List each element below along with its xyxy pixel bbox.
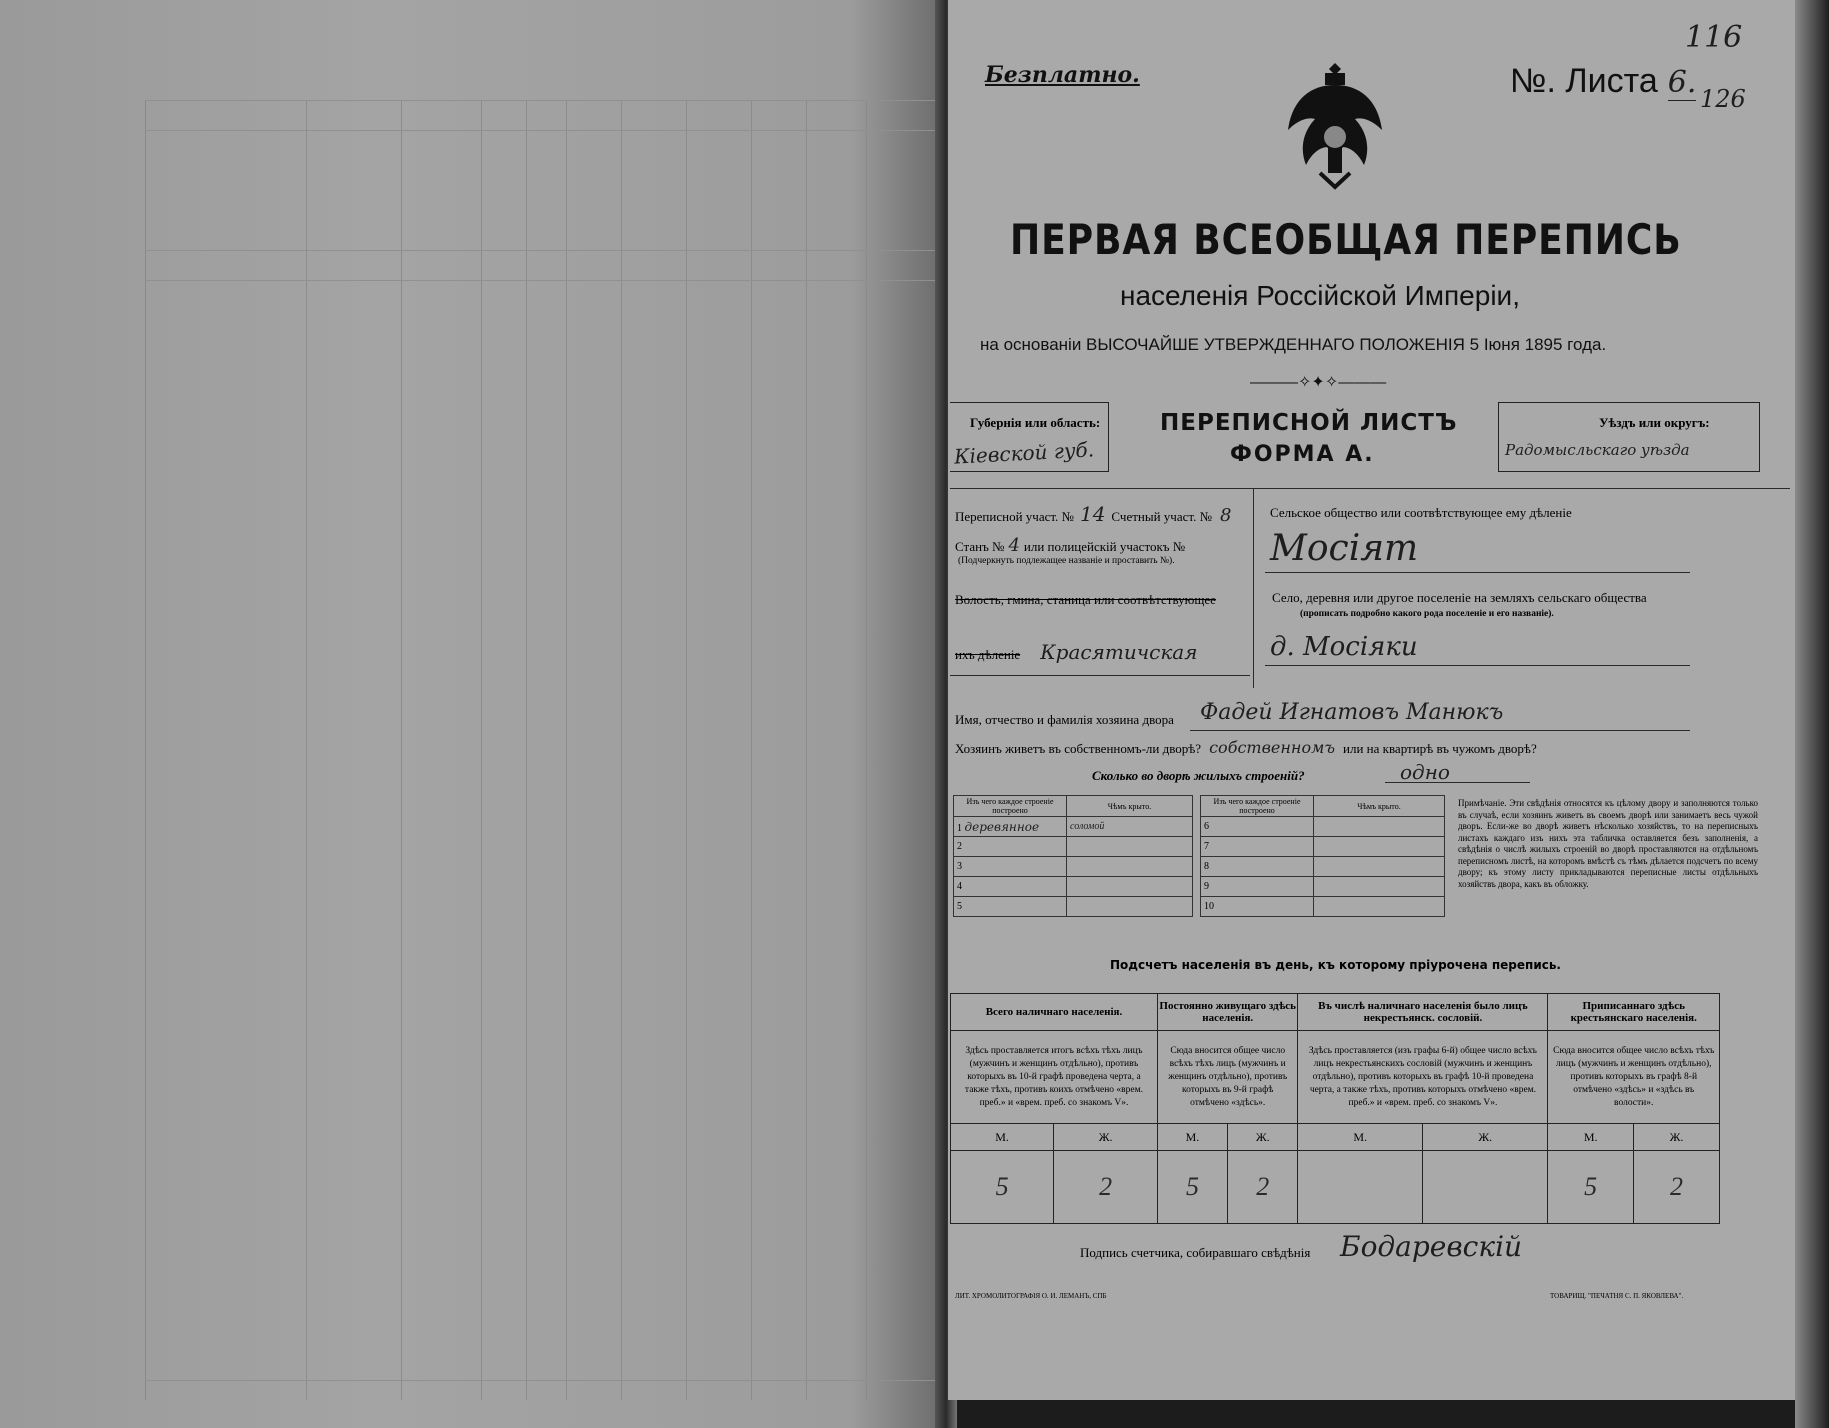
village-label: Село, деревня или другое поселеніе на земляхъ сельскаго общества (1272, 590, 1647, 605)
table-row: 4 (954, 877, 1193, 897)
table-row: 2 (954, 837, 1193, 857)
left-page-ghost-grid (145, 100, 936, 1400)
form-title: ПЕРЕПИСНОЙ ЛИСТЪ (1160, 410, 1458, 436)
guberniya-box (950, 402, 1109, 472)
owner-value: Фадей Игнатовъ Манюкъ (1200, 700, 1504, 725)
table-row: 5 2 5 2 5 2 (951, 1151, 1720, 1224)
signature-label: Подпись счетчика, собиравшаго свѣдѣнія (1080, 1245, 1311, 1260)
table-row: 9 (1201, 877, 1445, 897)
table-row: 3 (954, 857, 1193, 877)
printer-left: ЛИТ. ХРОМОЛИТОГРАФІЯ О. И. ЛЕМАНЪ, СПБ (955, 1292, 1107, 1300)
guberniya-label: Губернія или область: (970, 415, 1101, 430)
population-heading: Подсчетъ населенія въ день, къ которому пріурочена перепись. (1110, 958, 1561, 972)
census-subtitle: населенія Россійской Имперіи, (1120, 280, 1520, 311)
archive-page-stamp-side: 126 (1700, 85, 1746, 113)
census-decree-line: на основаніи ВЫСОЧАЙШЕ УТВЕРЖДЕННАГО ПОЛОЖЕНІЯ 5 Іюня 1895 года. (980, 335, 1607, 354)
uchastok-row: Переписной участ. № 14 Счетный участ. № 8 (955, 502, 1232, 526)
archive-page-stamp: 116 (1685, 20, 1743, 55)
structures-note: Примѣчаніе. Эти свѣдѣнія относятся къ цѣлому двору и заполняются только въ случаѣ, если хозяинъ живетъ въ своемъ дворѣ или занимаетъ весь чужой дворъ. Если-же во дворѣ живетъ нѣсколько хозяйствъ, то на переписныхъ листахъ каждаго изъ нихъ эта табличка оставляется безъ заполненія, а свѣдѣнія о числѣ жилыхъ строеній во дворѣ проставляются на отдѣльномъ переписномъ листѣ, на которомъ вмѣстѣ съ тѣмъ дѣлается подсчетъ по всему двору; къ этому листу прикладываются переписные листы отдѣльныхъ хозяйствъ двора, какъ въ обложку. (1458, 798, 1758, 889)
table-row: 6 (1201, 817, 1445, 837)
village-value: д. Мосіяки (1270, 632, 1418, 662)
printer-right: ТОВАРИЩ. "ПЕЧАТНЯ С. П. ЯКОВЛЕВА". (1550, 1292, 1684, 1300)
uezd-value: Радомысльскаго уѣзда (1505, 441, 1690, 459)
volost-label: Волость, гмина, станица или соотвѣтствующее (955, 592, 1216, 607)
underline-note: (Подчеркнуть подлежащее названіе и проставить №). (958, 556, 1175, 566)
page-edges (1795, 0, 1829, 1428)
census-title: ПЕРВАЯ ВСЕОБЩАЯ ПЕРЕПИСЬ (1010, 215, 1682, 264)
buildings-label: Сколько во дворѣ жилыхъ строеній? (1092, 768, 1305, 783)
structures-table-left: Изъ чего каждое строеніе построено Чѣмъ крыто. 1 деревянное соломой 2 3 4 5 (953, 795, 1193, 917)
society-label: Сельское общество или соотвѣтствующее ему дѣленіе (1270, 505, 1572, 520)
buildings-value: одно (1400, 760, 1450, 784)
ornament-divider: ―――✧✦✧――― (1250, 372, 1387, 391)
stan-row: Станъ № 4 или полицейскій участокъ № (955, 535, 1186, 556)
volost-row: ихъ дѣленіе Красятичская (955, 640, 1198, 664)
table-row: 7 (1201, 837, 1445, 857)
free-label: Безплатно. (985, 62, 1140, 88)
table-row: 5 (954, 897, 1193, 917)
structures-table-right: Изъ чего каждое строеніе построено Чѣмъ крыто. 6 7 8 9 10 (1200, 795, 1445, 917)
uezd-box (1498, 402, 1760, 472)
village-note: (прописать подробно какого рода поселеніе и его названіе). (1300, 609, 1554, 619)
table-row: 10 (1201, 897, 1445, 917)
residence-row: Хозяинъ живетъ въ собственномъ-ли дворѣ? собственномъ или на квартирѣ въ чужомъ дворѣ? (955, 738, 1537, 757)
owner-label: Имя, отчество и фамилія хозяина двора (955, 712, 1174, 727)
guberniya-value: Кіевской губ. (953, 437, 1095, 469)
form-letter: ФОРМА А. (1230, 442, 1375, 467)
table-row: 1 деревянное соломой (954, 817, 1193, 837)
double-headed-eagle-emblem (1280, 55, 1390, 195)
uezd-label: Уѣздъ или округъ: (1599, 415, 1710, 430)
sheet-number-label: №. Листа 6. (1510, 62, 1697, 100)
signature-value: Бодаревскій (1340, 1230, 1523, 1263)
society-value: Мосіят (1270, 528, 1419, 569)
population-table: Всего наличнаго населенія. Постоянно живущаго здѣсь населенія. Въ числѣ наличнаго населенія было лицъ некрестьянск. сословій. Приписаннаго здѣсь крестьянскаго населенія. Здѣсь проставляется итогъ всѣхъ тѣхъ лицъ (мужчинъ и женщинъ отдѣльно), противъ которыхъ въ 10-й графѣ проведена черта, а также тѣхъ, противъ коихъ отмѣчено «врем. преб.» и «врем. преб. со знакомъ V». Сюда вносится общее число всѣхъ тѣхъ лицъ (мужчинъ и женщинъ отдѣльно), противъ которыхъ въ 9-й графѣ отмѣчено «здѣсь». Здѣсь проставляется (изъ графы 6-й) общее число всѣхъ лицъ некрестьянскихъ сословій (мужчинъ и женщинъ отдѣльно), противъ которыхъ въ графѣ 10-й проведена черта, а также тѣхъ, противъ которыхъ отмѣчено «врем. преб.» и «врем. преб. со знакомъ V». Сюда вносится общее число всѣхъ тѣхъ лицъ (мужчинъ и женщинъ отдѣльно), противъ которыхъ въ графѣ 8-й отмѣчено «здѣсь» и «здѣсь въ волости». М. Ж. М. Ж. М. Ж. М. Ж. 5 2 5 2 5 2 (950, 993, 1720, 1224)
table-row: 8 (1201, 857, 1445, 877)
